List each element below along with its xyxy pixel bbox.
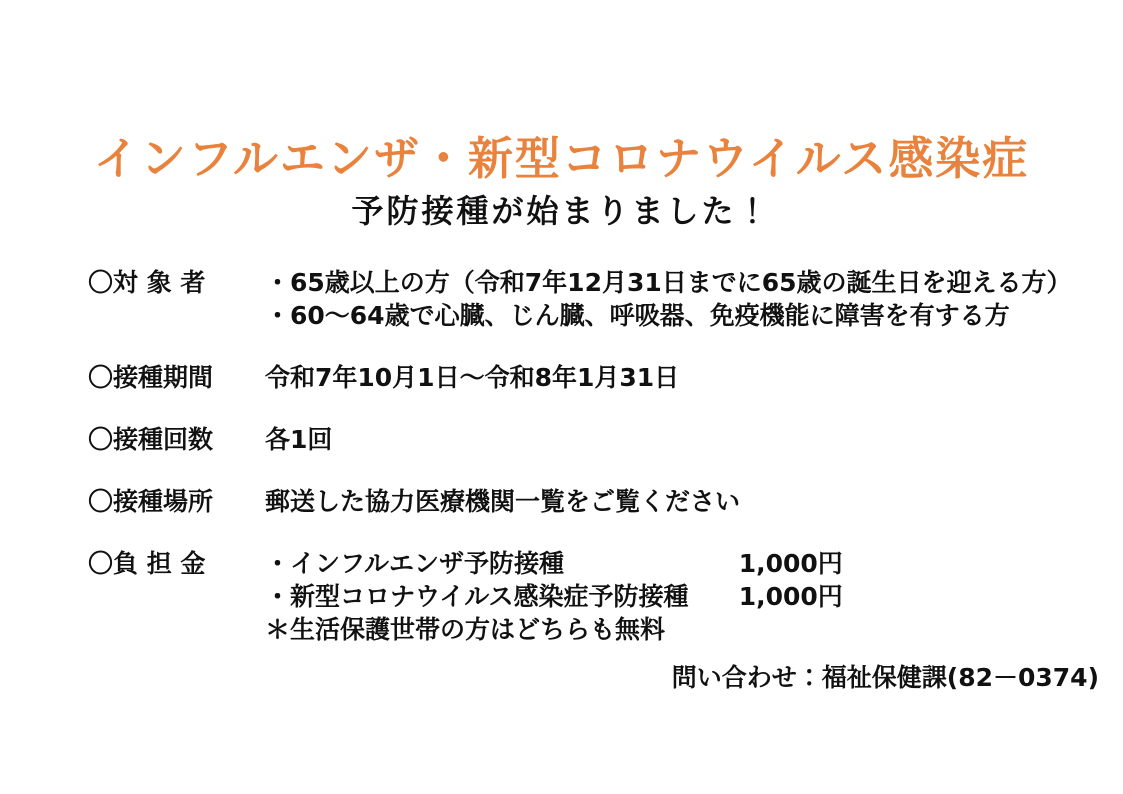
eligibility-line-1: ・65歳以上の方（令和7年12月31日までに65歳の誕生日を迎える方） xyxy=(265,268,1072,297)
section-cost-label: 〇負 担 金 xyxy=(88,549,206,578)
eligibility-line-2: ・60～64歳で心臓、じん臓、呼吸器、免疫機能に障害を有する方 xyxy=(265,301,1010,330)
page-title: インフルエンザ・新型コロナウイルス感染症 xyxy=(93,132,1030,185)
page-subtitle: 予防接種が始まりました！ xyxy=(351,192,772,230)
section-location-label: 〇接種場所 xyxy=(88,487,214,516)
price-item-name-influenza: ・インフルエンザ予防接種 xyxy=(265,549,565,578)
section-eligibility xyxy=(88,266,1098,332)
price-item-value-covid: 1,000円 xyxy=(738,582,843,611)
notice-sections xyxy=(88,266,1098,675)
section-period-label: 〇接種期間 xyxy=(88,363,214,392)
location-line: 郵送した協力医療機関一覧をご覧ください xyxy=(265,487,741,516)
section-location-content xyxy=(265,485,1098,518)
price-item-name-covid: ・新型コロナウイルス感染症予防接種 xyxy=(265,582,689,611)
section-count-label: 〇接種回数 xyxy=(88,425,214,454)
section-count xyxy=(88,423,1098,456)
price-item-value-influenza: 1,000円 xyxy=(738,549,843,578)
count-line: 各1回 xyxy=(265,425,333,454)
price-row-influenza xyxy=(265,547,1098,580)
welfare-free-note: ＊生活保護世帯の方はどちらも無料 xyxy=(265,615,666,644)
price-row-covid xyxy=(265,580,1098,613)
section-cost xyxy=(88,547,1098,646)
section-period-content xyxy=(265,361,1098,394)
section-period xyxy=(88,361,1098,394)
section-eligibility-content xyxy=(265,266,1098,332)
section-cost-content xyxy=(265,547,1098,646)
section-eligibility-label: 〇対 象 者 xyxy=(88,268,206,297)
contact-info: 問い合わせ：福祉保健課(82－0374) xyxy=(671,663,1099,692)
period-line: 令和7年10月1日～令和8年1月31日 xyxy=(265,363,680,392)
section-location xyxy=(88,485,1098,518)
section-count-content xyxy=(265,423,1098,456)
